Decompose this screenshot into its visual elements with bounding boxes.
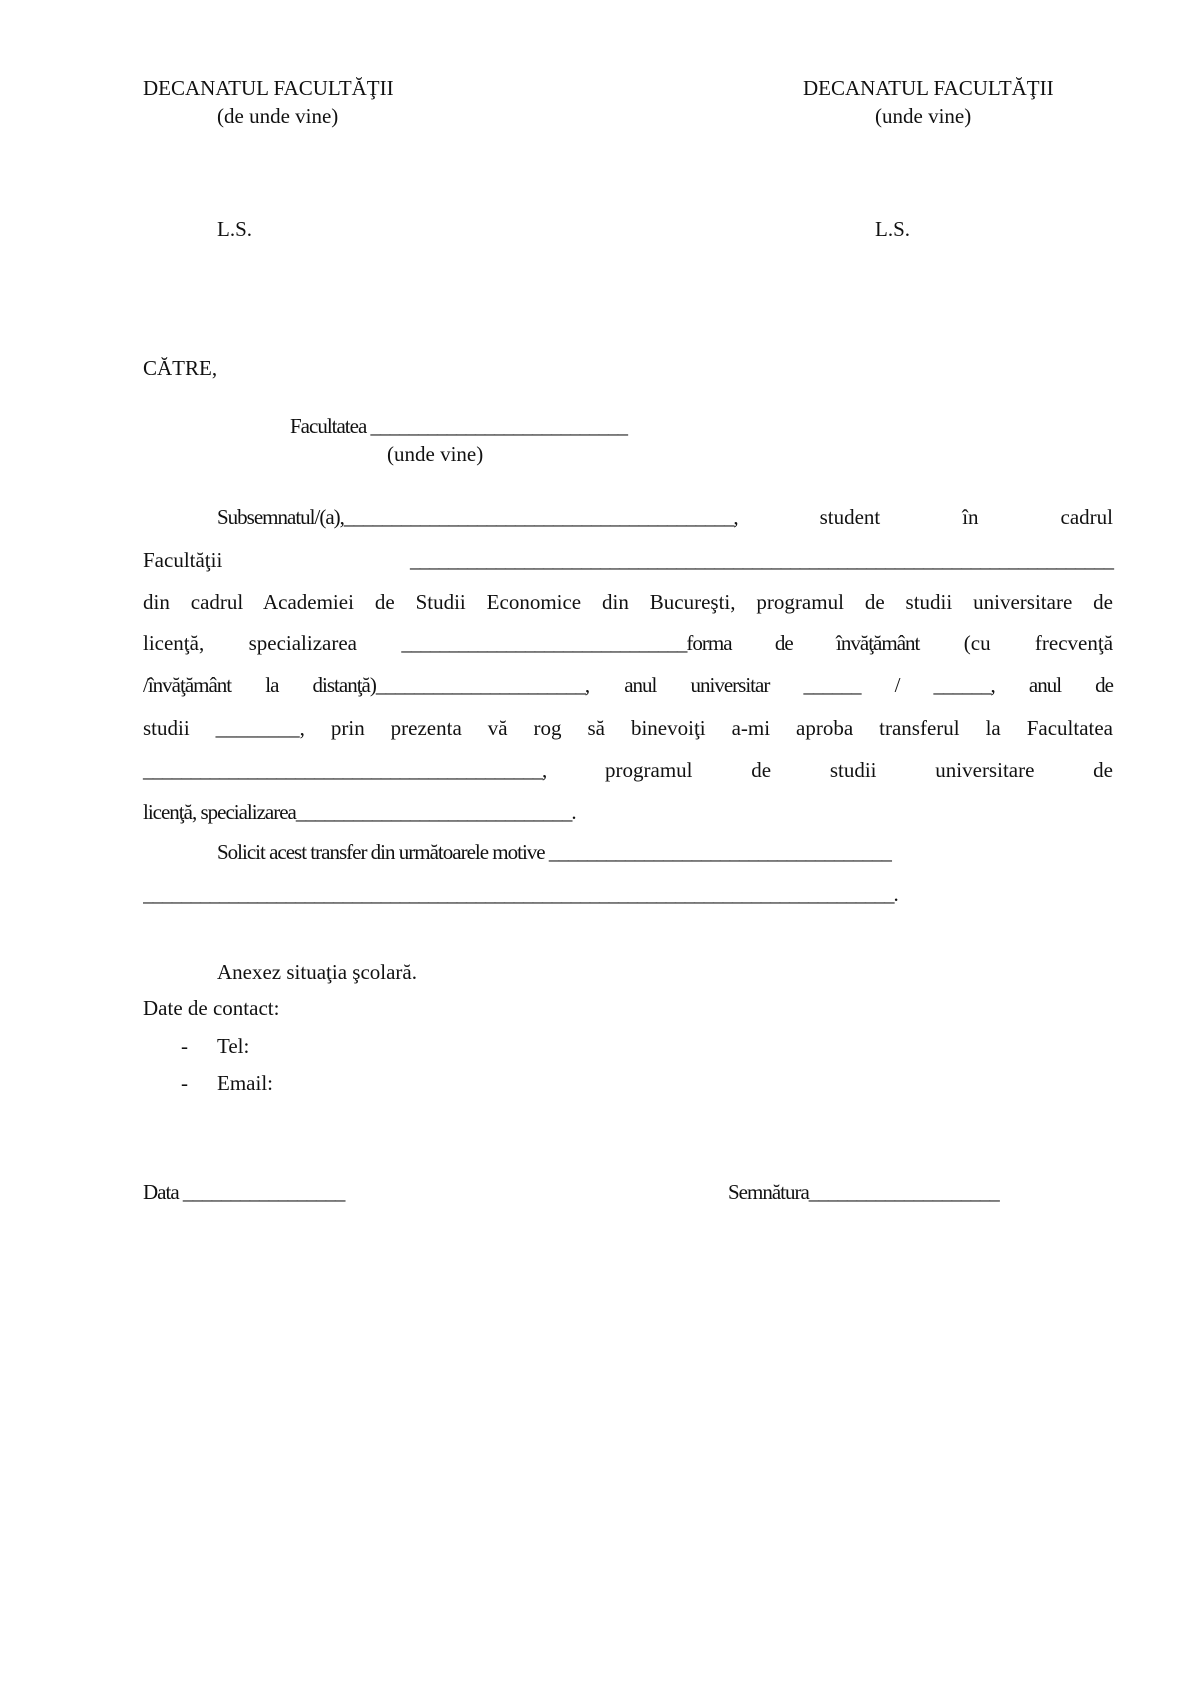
specialization-field: ______________________________forma de învăţământ <box>401 631 920 655</box>
email-bullet: - <box>181 1071 188 1095</box>
body-line-1: Subsemnatul/(a),_________________________________________, student în cadrul <box>217 505 1113 529</box>
current-faculty-field: __________________________________________________________________________ <box>410 548 1113 572</box>
tel-label: Tel: <box>217 1034 250 1058</box>
right-dean-subtitle: (unde vine) <box>875 104 972 128</box>
addressee-heading: CĂTRE, <box>143 356 218 380</box>
contact-heading: Date de contact: <box>143 996 280 1020</box>
name-field: Subsemnatul/(a),_________________________________________, <box>217 505 738 529</box>
left-seal-placeholder: L.S. <box>217 217 253 241</box>
date-field: Data _________________ <box>143 1180 345 1204</box>
body-line-2: Facultăţii __________________________________________________________________________ <box>143 548 1113 572</box>
body-line-5 <box>143 673 1113 698</box>
left-dean-subtitle: (de unde vine) <box>217 104 339 128</box>
email-label: Email: <box>217 1071 273 1095</box>
tel-bullet: - <box>181 1034 188 1058</box>
reasons-line: Solicit acest transfer din următoarele motive ____________________________________ <box>217 840 891 864</box>
body-line-6: studii ________, prin prezenta vă rog să binevoiţi a-mi aproba transferul la Facultatea <box>143 716 1113 740</box>
reasons-continuation-line: _______________________________________________________________________________. <box>143 882 898 906</box>
academic-year-field: anul universitar ______ / ______, anul de <box>624 673 1113 697</box>
annex-statement: Anexez situaţia şcolară. <box>217 960 417 984</box>
body-line-8: licenţă, specializarea_____________________________. <box>143 800 576 824</box>
right-dean-title: DECANATUL FACULTĂŢII <box>803 76 1054 100</box>
body-line-4: licenţă, specializarea ______________________________forma de învăţământ (cu frecvenţă <box>143 631 1114 655</box>
destination-faculty-field: __________________________________________, <box>143 758 547 782</box>
right-seal-placeholder: L.S. <box>875 217 911 241</box>
faculty-target-subtitle: (unde vine) <box>387 442 484 466</box>
study-form-field: /învăţământ la distanţă)______________________, <box>143 673 590 697</box>
body-line-3: din cadrul Academiei de Studii Economice din Bucureşti, programul de studii universitare de <box>143 590 1113 614</box>
faculty-target-line: Facultatea ___________________________ <box>290 414 628 438</box>
left-dean-title: DECANATUL FACULTĂŢII <box>143 76 394 100</box>
body-line-7: __________________________________________, programul de studii universitare de <box>143 758 1113 782</box>
signature-field: Semnătura____________________ <box>728 1180 999 1204</box>
